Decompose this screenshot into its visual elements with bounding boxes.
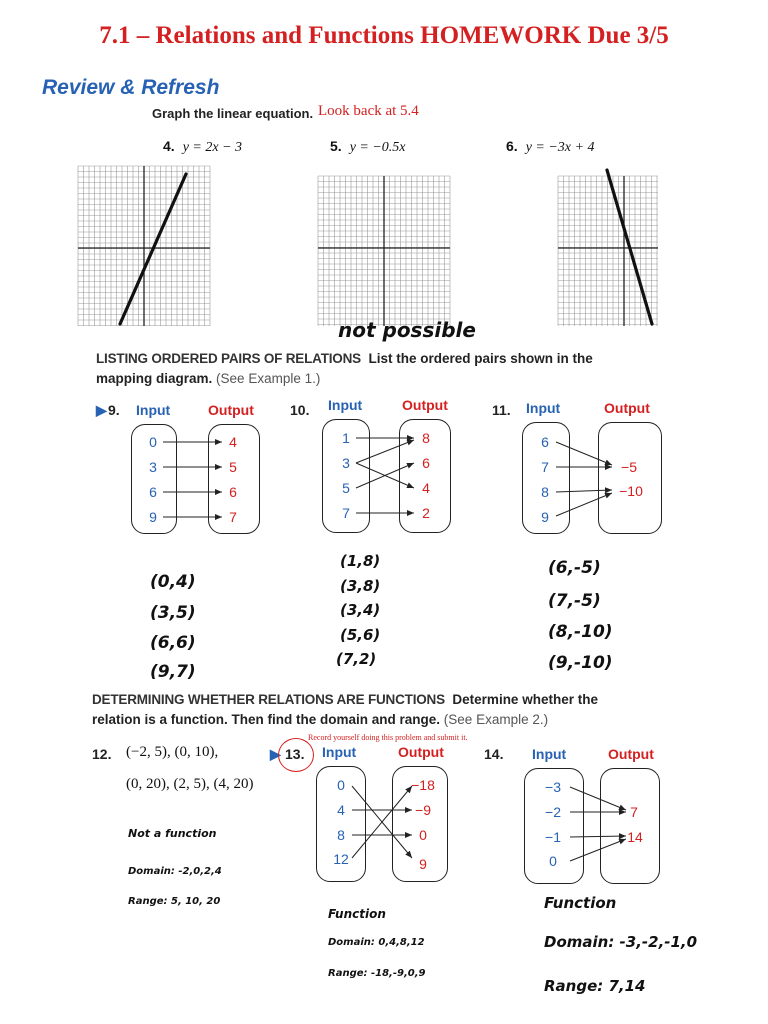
answer-10-1: (1,8) — [340, 552, 381, 570]
input-value: 9 — [149, 509, 157, 525]
answer-9-4: (9,7) — [150, 662, 196, 682]
output-value: 5 — [229, 459, 237, 475]
output-value: −9 — [415, 802, 431, 818]
input-label: Input — [328, 397, 363, 413]
problem-9-number: 9. — [108, 402, 120, 418]
input-value: 9 — [541, 509, 549, 525]
output-value: −18 — [411, 777, 435, 793]
output-label: Output — [402, 397, 448, 413]
input-value: 7 — [342, 505, 350, 521]
output-label: Output — [604, 400, 650, 416]
input-value: 4 — [337, 802, 345, 818]
answer-13-function: Function — [328, 907, 386, 921]
output-value: −5 — [621, 459, 637, 475]
problem-13-number: 13. — [285, 746, 305, 762]
problem-4-equation: 4. y = 2x − 3 — [163, 138, 243, 155]
problem-13-marker: ▶ — [270, 746, 281, 762]
answer-11-2: (7,-5) — [548, 591, 601, 611]
output-value: 8 — [422, 430, 430, 446]
output-value: −10 — [619, 483, 643, 499]
problem-11-number: 11. — [492, 402, 511, 418]
answer-14-function: Function — [544, 894, 617, 912]
input-value: 0 — [149, 434, 157, 450]
input-value: 8 — [541, 484, 549, 500]
input-value: 6 — [149, 484, 157, 500]
answer-12-function: Not a function — [128, 827, 217, 840]
input-label: Input — [136, 402, 171, 418]
answer-9-1: (0,4) — [150, 572, 196, 592]
input-value: 7 — [541, 459, 549, 475]
problem-12-pairs-line1: (−2, 5), (0, 10), — [126, 744, 219, 760]
input-value: 3 — [149, 459, 157, 475]
input-value: 5 — [342, 480, 350, 496]
output-value: 2 — [422, 505, 430, 521]
answer-13-domain: Domain: 0,4,8,12 — [328, 937, 425, 948]
answer-11-4: (9,-10) — [548, 653, 613, 673]
answer-14-range: Range: 7,14 — [544, 977, 646, 995]
not-possible-annotation: not possible — [338, 318, 476, 342]
output-value: 7 — [229, 509, 237, 525]
answer-12-range: Range: 5, 10, 20 — [128, 896, 221, 907]
answer-11-1: (6,-5) — [548, 558, 601, 578]
answer-9-3: (6,6) — [150, 633, 196, 653]
input-label: Input — [526, 400, 561, 416]
record-note: Record yourself doing this problem and submit it. — [308, 733, 468, 742]
output-value: 6 — [229, 484, 237, 500]
answer-14-domain: Domain: -3,-2,-1,0 — [544, 933, 698, 951]
answer-10-4: (5,6) — [340, 626, 381, 644]
input-value: 1 — [342, 430, 350, 446]
output-label: Output — [608, 746, 654, 762]
answer-9-2: (3,5) — [150, 603, 196, 623]
output-value: 7 — [630, 804, 638, 820]
graph-instruction: Graph the linear equation. — [152, 106, 314, 121]
problem-9-marker: ▶ — [96, 402, 107, 418]
problem-10-number: 10. — [290, 402, 310, 418]
input-label: Input — [322, 744, 357, 760]
input-value: 0 — [549, 853, 557, 869]
output-label: Output — [208, 402, 254, 418]
input-label: Input — [532, 746, 567, 762]
output-value: 9 — [419, 856, 427, 872]
look-back-note: Look back at 5.4 — [318, 103, 419, 119]
input-value: 8 — [337, 827, 345, 843]
input-value: 12 — [333, 851, 349, 867]
answer-10-5: (7,2) — [336, 650, 377, 668]
output-label: Output — [398, 744, 444, 760]
input-value: −1 — [545, 829, 561, 845]
review-heading: Review & Refresh — [42, 76, 220, 99]
answer-13-range: Range: -18,-9,0,9 — [328, 968, 426, 979]
determining-heading: DETERMINING WHETHER RELATIONS ARE FUNCTIONS Determine whether the relation is a function. Then find the domain and range. (See Example 2.) — [92, 692, 598, 727]
input-value: 3 — [342, 455, 350, 471]
problem-14-number: 14. — [484, 746, 504, 762]
problem-5-equation: 5. y = −0.5x — [330, 138, 406, 155]
answer-12-domain: Domain: -2,0,2,4 — [128, 866, 222, 877]
problem-12-pairs-line2: (0, 20), (2, 5), (4, 20) — [126, 776, 254, 792]
output-value: 6 — [422, 455, 430, 471]
listing-heading: LISTING ORDERED PAIRS OF RELATIONS List the ordered pairs shown in the mapping diagram. (See Example 1.) — [96, 351, 593, 386]
answer-10-3: (3,4) — [340, 601, 381, 619]
problem-12-number: 12. — [92, 746, 112, 762]
input-value: 0 — [337, 777, 345, 793]
output-value: 0 — [419, 827, 427, 843]
page-title: 7.1 – Relations and Functions HOMEWORK Due 3/5 — [99, 22, 669, 49]
answer-10-2: (3,8) — [340, 577, 381, 595]
output-value: 4 — [422, 480, 430, 496]
input-value: 6 — [541, 434, 549, 450]
output-value: 14 — [627, 829, 643, 845]
output-value: 4 — [229, 434, 237, 450]
input-value: −2 — [545, 804, 561, 820]
answer-11-3: (8,-10) — [548, 622, 613, 642]
input-value: −3 — [545, 779, 561, 795]
problem-6-equation: 6. y = −3x + 4 — [506, 138, 595, 155]
